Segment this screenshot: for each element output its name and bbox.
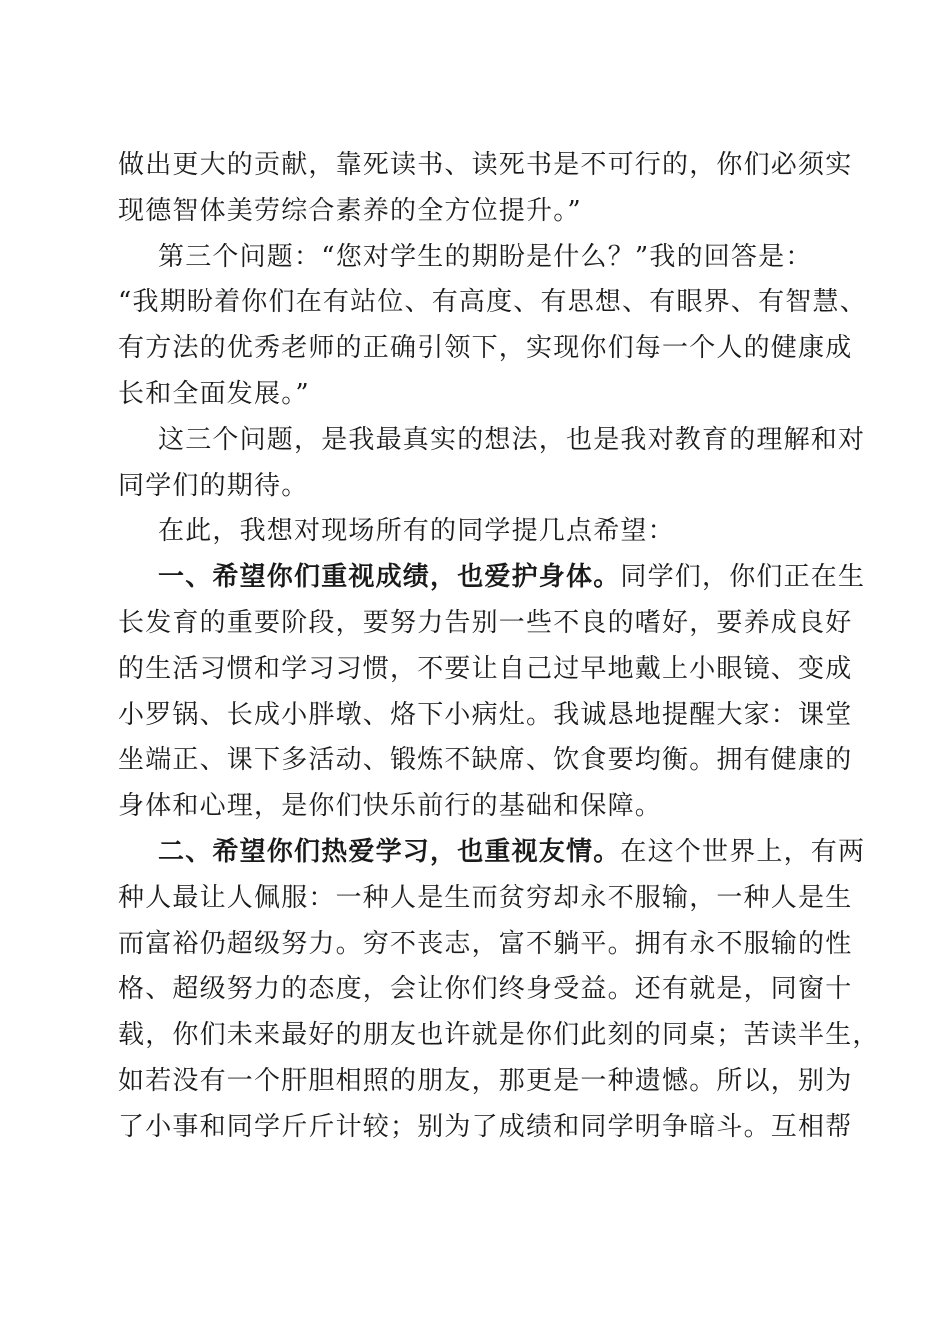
text-line bbox=[118, 235, 838, 281]
line-text: 格、超级努力的态度，会让你们终身受益。还有就是，同窗十 bbox=[118, 974, 853, 1005]
text-line bbox=[118, 189, 838, 235]
text-line bbox=[118, 326, 853, 372]
text-line bbox=[118, 922, 853, 968]
text-line bbox=[118, 509, 838, 555]
text-line bbox=[118, 143, 853, 189]
bold-heading: 二、希望你们热爱学习，也重视友情。 bbox=[158, 836, 621, 867]
text-line bbox=[118, 418, 866, 464]
line-text: 的生活习惯和学习习惯，不要让自己过早地戴上小眼镜、变成 bbox=[118, 653, 853, 684]
line-text: 种人最让人佩服：一种人是生而贫穷却永不服输，一种人是生 bbox=[118, 882, 853, 913]
text-line bbox=[118, 280, 867, 326]
line-text: 在这个世界上，有两 bbox=[620, 836, 866, 867]
line-text: 同学们，你们正在生 bbox=[620, 562, 866, 593]
text-line bbox=[118, 647, 853, 693]
text-line bbox=[118, 601, 853, 647]
line-text: 长发育的重要阶段，要努力告别一些不良的嗜好，要养成良好 bbox=[118, 607, 853, 638]
line-text: 现德智体美劳综合素养的全方位提升。” bbox=[118, 195, 582, 226]
line-text: 这三个问题，是我最真实的想法，也是我对教育的理解和对 bbox=[158, 424, 866, 455]
text-line bbox=[118, 1013, 880, 1059]
bold-heading: 一、希望你们重视成绩，也爱护身体。 bbox=[158, 562, 621, 593]
line-text: 坐端正、课下多活动、锻炼不缺席、饮食要均衡。拥有健康的 bbox=[118, 745, 853, 776]
text-line bbox=[118, 693, 853, 739]
line-text: 做出更大的贡献，靠死读书、读死书是不可行的，你们必须实 bbox=[118, 150, 853, 180]
text-line bbox=[118, 738, 853, 784]
line-text: 身体和心理，是你们快乐前行的基础和保障。 bbox=[118, 791, 663, 822]
text-line bbox=[118, 784, 838, 830]
line-text: 有方法的优秀老师的正确引领下，实现你们每一个人的健康成 bbox=[118, 333, 853, 364]
text-line bbox=[118, 464, 838, 510]
text-line bbox=[118, 1105, 853, 1151]
line-text: 了小事和同学斤斤计较；别为了成绩和同学明争暗斗。互相帮 bbox=[118, 1111, 853, 1142]
text-line bbox=[118, 830, 866, 876]
text-line bbox=[118, 967, 853, 1013]
line-text: “我期盼着你们在有站位、有高度、有思想、有眼界、有智慧、 bbox=[118, 287, 867, 318]
text-line bbox=[118, 555, 866, 601]
line-text: 而富裕仍超级努力。穷不丧志，富不躺平。拥有永不服输的性 bbox=[118, 928, 853, 959]
text-line bbox=[118, 876, 853, 922]
line-text: 载，你们未来最好的朋友也许就是你们此刻的同桌；苦读半生， bbox=[118, 1020, 880, 1051]
line-text: 在此，我想对现场所有的同学提几点希望： bbox=[158, 516, 675, 547]
text-line bbox=[118, 372, 838, 418]
document-body bbox=[118, 143, 880, 1151]
line-text: 如若没有一个肝胆相照的朋友，那更是一种遗憾。所以，别为 bbox=[118, 1065, 853, 1096]
line-text: 第三个问题：“您对学生的期盼是什么？”我的回答是： bbox=[158, 241, 813, 272]
line-text: 长和全面发展。” bbox=[118, 378, 310, 409]
line-text: 同学们的期待。 bbox=[118, 470, 309, 501]
line-text: 小罗锅、长成小胖墩、烙下小病灶。我诚恳地提醒大家：课堂 bbox=[118, 699, 853, 730]
text-line bbox=[118, 1059, 853, 1105]
